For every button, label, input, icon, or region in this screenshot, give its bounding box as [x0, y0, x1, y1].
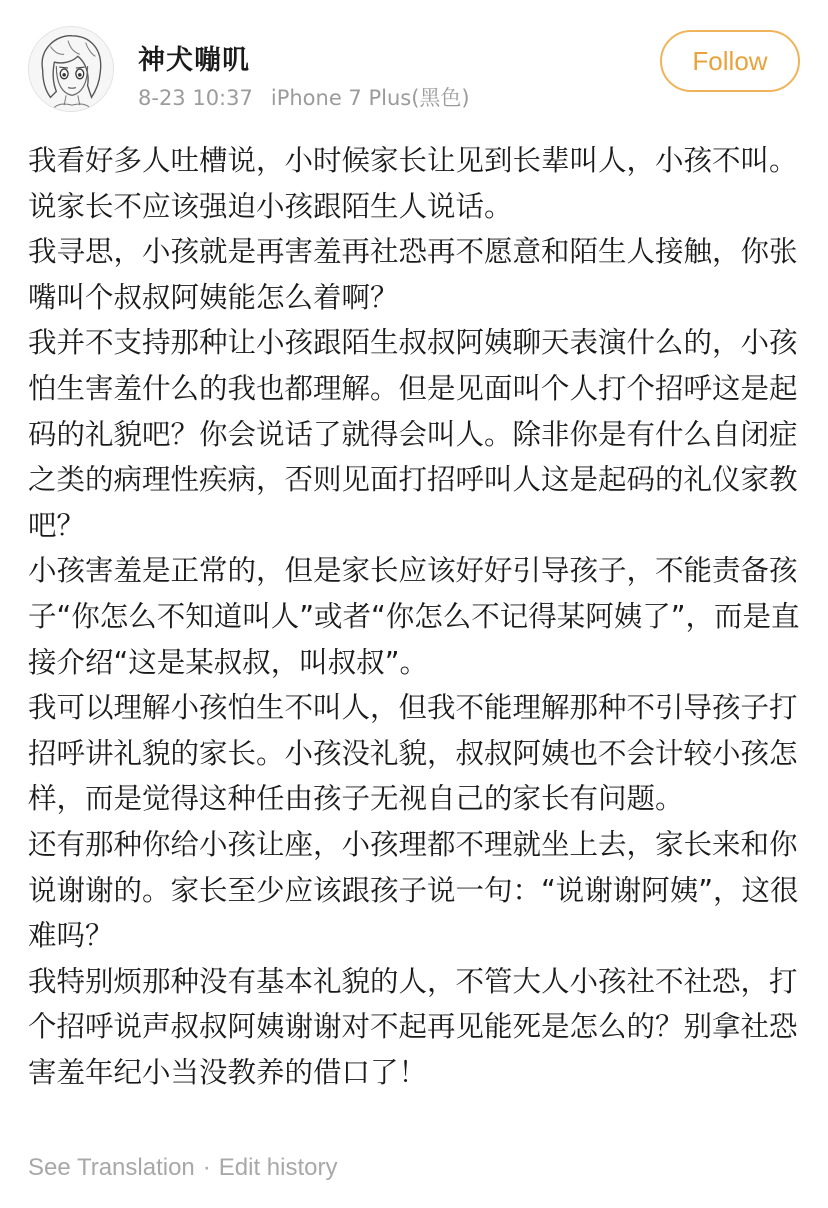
post-paragraph: 我看好多人吐槽说，小时候家长让见到长辈叫人，小孩不叫。说家长不应该强迫小孩跟陌生人说话。 — [28, 144, 798, 223]
edit-history-link[interactable]: Edit history — [218, 1154, 338, 1181]
post-timestamp: 8-23 10:37 — [138, 86, 253, 110]
footer-separator: · — [202, 1154, 211, 1181]
post-meta — [138, 82, 470, 112]
anime-girl-avatar-icon — [29, 27, 113, 111]
post-paragraph: 还有那种你给小孩让座，小孩理都不理就坐上去，家长来和你说谢谢的。家长至少应该跟孩子说一句：“说谢谢阿姨”，这很难吗？ — [28, 827, 799, 953]
post-header — [0, 0, 828, 130]
see-translation-link[interactable]: See Translation — [28, 1154, 195, 1181]
post-paragraph: 我寻思，小孩就是再害羞再社恐再不愿意和陌生人接触，你张嘴叫个叔叔阿姨能怎么着啊？ — [28, 235, 798, 314]
post-paragraph: 我并不支持那种让小孩跟陌生叔叔阿姨聊天表演什么的，小孩怕生害羞什么的我也都理解。但是见面叫个人打个招呼这是起码的礼貌吧？你会说话了就得会叫人。除非你是有什么自闭症之类的病理性疾病，否则见面打招呼叫人这是起码的礼仪家教吧？ — [28, 326, 798, 542]
post-footer — [28, 1154, 338, 1182]
post-paragraph: 小孩害羞是正常的，但是家长应该好好引导孩子，不能责备孩子“你怎么不知道叫人”或者“你怎么不记得某阿姨了”，而是直接介绍“这是某叔叔，叫叔叔”。 — [28, 554, 800, 679]
author-name[interactable]: 神犬嘣叽 — [138, 45, 250, 76]
post-paragraph: 我特别烦那种没有基本礼貌的人，不管大人小孩社不社恐，打个招呼说声叔叔阿姨谢谢对不起再见能死是怎么的？别拿社恐害羞年纪小当没教养的借口了！ — [28, 964, 798, 1089]
post-paragraph: 我可以理解小孩怕生不叫人，但我不能理解那种不引导孩子打招呼讲礼貌的家长。小孩没礼貌，叔叔阿姨也不会计较小孩怎样，而是觉得这种任由孩子无视自己的家长有问题。 — [28, 691, 798, 816]
follow-button[interactable]: Follow — [660, 30, 800, 92]
post-device: iPhone 7 Plus(黑色) — [270, 86, 470, 110]
post-body — [28, 138, 800, 1095]
author-avatar[interactable] — [28, 26, 114, 112]
